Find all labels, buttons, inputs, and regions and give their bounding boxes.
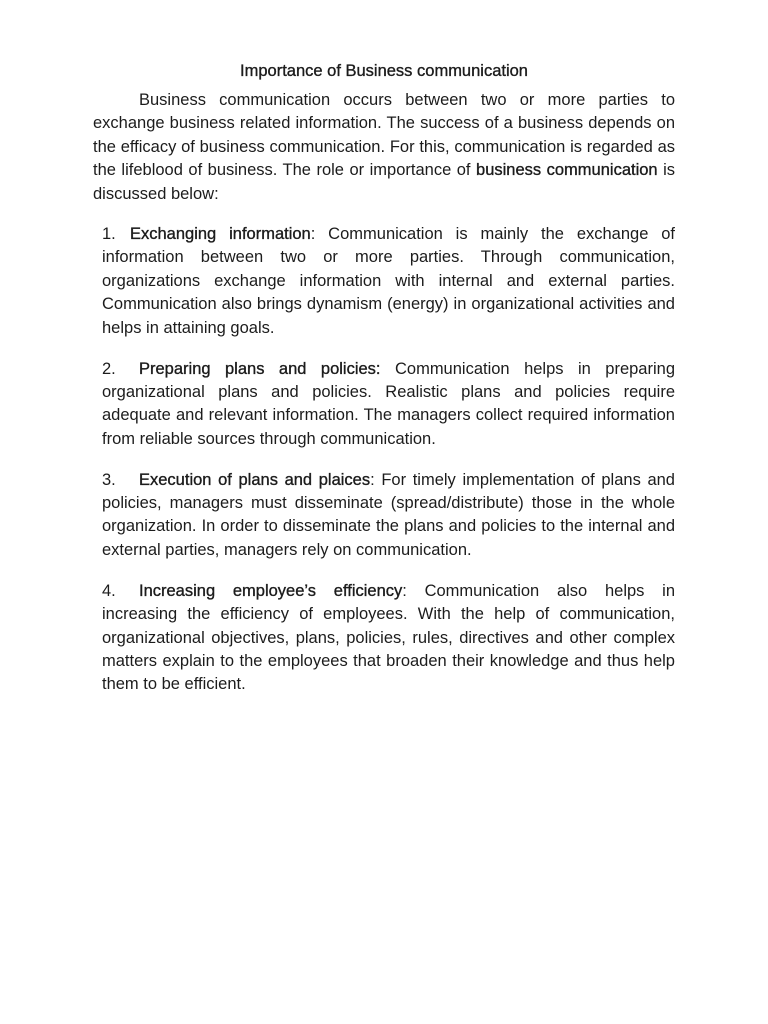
list-item-heading: Exchanging information	[130, 225, 311, 243]
intro-bold-term: business communication	[476, 161, 658, 180]
list-item-exchanging-information	[102, 223, 675, 340]
list-item-number: 2.	[102, 359, 116, 378]
list-item-number: 3.	[102, 470, 116, 489]
list-item-body: Communication helps in preparing organizational plans and policies. Realistic plans and policies require adequate and relevant information. The managers collect required information from reliable sources through communication.	[102, 359, 675, 448]
list-item-body: : For timely implementation of plans and policies, managers must disseminate (spread/distribute) those in the whole organization. In order to disseminate the plans and policies to the internal and external parties, managers rely on communication.	[102, 470, 675, 559]
list-item-body: : Communication is mainly the exchange of information between two or more parties. Through communication, organizations exchange information with internal and external parties. Communication also brings dynamism (energy) in organizational activities and helps in attaining goals.	[102, 225, 676, 337]
intro-paragraph	[93, 89, 675, 206]
list-item-number: 1.	[102, 225, 116, 243]
list-item-heading: Execution of plans and plaices	[139, 470, 371, 489]
list-item-body: : Communication also helps in increasing the efficiency of employees. With the help of communication, organizational objectives, plans, policies, rules, directives and other complex matters explain to the employees that broaden their knowledge and thus help them to be efficient.	[102, 581, 675, 694]
intro-text-after: is discussed below:	[93, 161, 676, 203]
list-item-execution-of-plans	[102, 469, 675, 563]
list-item-employee-efficiency	[102, 580, 675, 697]
document-title: Importance of Business communication	[240, 62, 528, 80]
list-item-number: 4.	[102, 581, 116, 600]
list-item-heading: Increasing employee’s efficiency	[139, 581, 403, 600]
importance-list	[102, 223, 675, 714]
intro-text-before: Business communication occurs between two or more parties to exchange business related information. The success of a business depends on the efficacy of business communication. For this, communication is regarded as the lifeblood of business. The role or importance of	[93, 91, 675, 180]
list-item-preparing-plans	[102, 358, 675, 452]
list-item-heading: Preparing plans and policies:	[139, 359, 381, 378]
